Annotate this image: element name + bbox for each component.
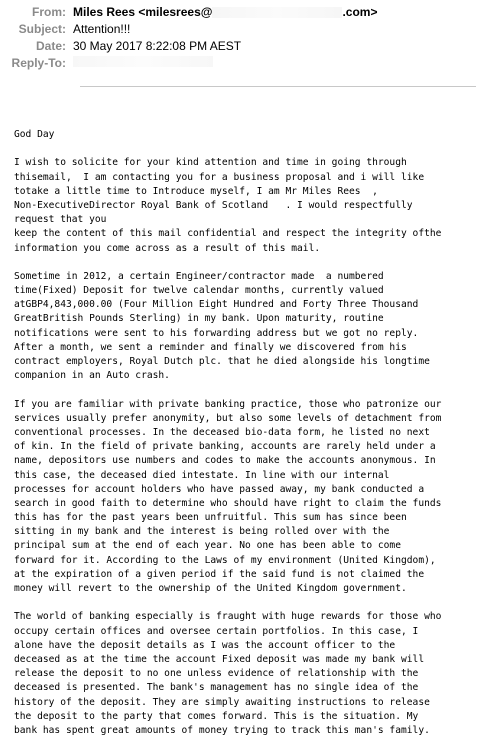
body-line: of kin. In the field of private banking, accounts are rarely held under a	[14, 441, 436, 453]
body-line: name, depositors use numbers and codes to make the accounts anonymous. In	[14, 455, 436, 467]
subject-label: Subject:	[18, 22, 66, 36]
greeting: God Day	[14, 129, 55, 140]
body-line: After a month, we sent a reminder and finally we discovered from his	[14, 341, 407, 353]
paragraph-2	[14, 270, 476, 384]
body-line: conventional processes. In the deceased bio-data form, he listed no next	[14, 426, 430, 438]
date-row	[0, 38, 479, 55]
body-line: deceased is presented. The bank's management has no single idea of the	[14, 682, 419, 694]
body-line: principal sum at the end of each year. No one has been able to come	[14, 540, 401, 552]
date-label: Date:	[35, 39, 66, 53]
body-line: alone have the deposit details as I was the account officer to the	[14, 639, 396, 651]
body-line: contract employers, Royal Dutch plc. that he died alongside his longtime	[14, 356, 430, 367]
sender-address[interactable]	[73, 4, 377, 21]
body-line: Non-ExecutiveDirector Royal Bank of Scotland . I would respectfully	[14, 199, 413, 211]
body-line: this case, the deceased died intestate. In line with our internal	[14, 469, 390, 481]
body-line: the deposit to the party that comes forward. This is the situation. My	[14, 710, 419, 722]
email-body	[14, 128, 476, 738]
from-label: From:	[32, 5, 66, 19]
body-line: this has for the past years been unfruitful. This sum has since been	[14, 512, 407, 524]
body-line: time(Fixed) Deposit for twelve calendar months, currently valued	[14, 285, 384, 297]
from-row	[0, 4, 479, 21]
body-line: forward for it. According to the Laws of my environment (United Kingdom),	[14, 554, 436, 566]
body-line: at the expiration of a given period if the said fund is not claimed the	[14, 568, 425, 580]
body-line: history of the deposit. They are simply awaiting instructions to release	[14, 696, 430, 708]
subject-row	[0, 21, 479, 38]
body-line: Sometime in 2012, a certain Engineer/contractor made a numbered	[14, 270, 384, 282]
body-line: notifications were sent to his forwarding address but we got no reply.	[14, 327, 419, 339]
body-line: processes for account holders who have passed away, my bank conducted a	[14, 483, 425, 495]
paragraph-gap	[14, 596, 476, 610]
email-header	[0, 4, 479, 72]
paragraph-4	[14, 610, 476, 738]
body-line: totake a little time to Introduce myself, I am Mr Miles Rees ,	[14, 185, 378, 197]
body-line: GreatBritish Pounds Sterling) in my bank. Upon maturity, routine	[14, 313, 384, 325]
header-divider	[80, 86, 476, 87]
body-line: bank has spent great amounts of money trying to track this man's family.	[14, 724, 430, 736]
paragraph-3	[14, 398, 476, 597]
body-line: request that you	[14, 214, 107, 226]
body-line: release the deposit to no one unless evidence of relationship with the	[14, 668, 419, 680]
subject-value: Attention!!!	[73, 22, 131, 36]
sender-name: Miles Rees <milesrees@	[73, 5, 213, 19]
replyto-label: Reply-To:	[11, 56, 66, 70]
body-line: information you come across as a result of this mail.	[14, 242, 321, 254]
date-value: 30 May 2017 8:22:08 PM AEST	[73, 39, 242, 53]
paragraph-gap	[14, 142, 476, 156]
body-line: deceased as at the time the account Fixed deposit was made my bank will	[14, 653, 425, 665]
body-line: companion in an Auto crash.	[14, 370, 170, 382]
redacted-email-part	[212, 7, 342, 18]
body-line: If you are familiar with private banking practice, those who patronize our	[14, 398, 442, 410]
redacted-replyto	[73, 56, 213, 67]
paragraph-gap	[14, 383, 476, 397]
body-line: sitting in my bank and the interest is being rolled over with the	[14, 526, 390, 538]
body-line: occupy certain offices and oversee certain portfolios. In this case, I	[14, 625, 419, 637]
body-line: thisemail, I am contacting you for a business proposal and i will like	[14, 171, 425, 183]
replyto-row	[0, 55, 479, 72]
sender-domain: .com>	[342, 5, 378, 19]
body-line: atGBP4,843,000.00 (Four Million Eight Hundred and Forty Three Thousand	[14, 299, 419, 311]
body-line: keep the content of this mail confidential and respect the integrity ofthe	[14, 228, 442, 240]
body-line: search in good faith to determine who should have right to claim the funds	[14, 497, 442, 509]
paragraph-1	[14, 156, 476, 255]
body-line: I wish to solicite for your kind attention and time in going through	[14, 157, 407, 169]
body-line: services usually prefer anonymity, but also some levels of detachment from	[14, 412, 442, 424]
body-line: The world of banking especially is fraught with huge rewards for those who	[14, 611, 442, 623]
paragraph-gap	[14, 256, 476, 270]
body-line: money will revert to the ownership of the United Kingdom government.	[14, 583, 407, 594]
